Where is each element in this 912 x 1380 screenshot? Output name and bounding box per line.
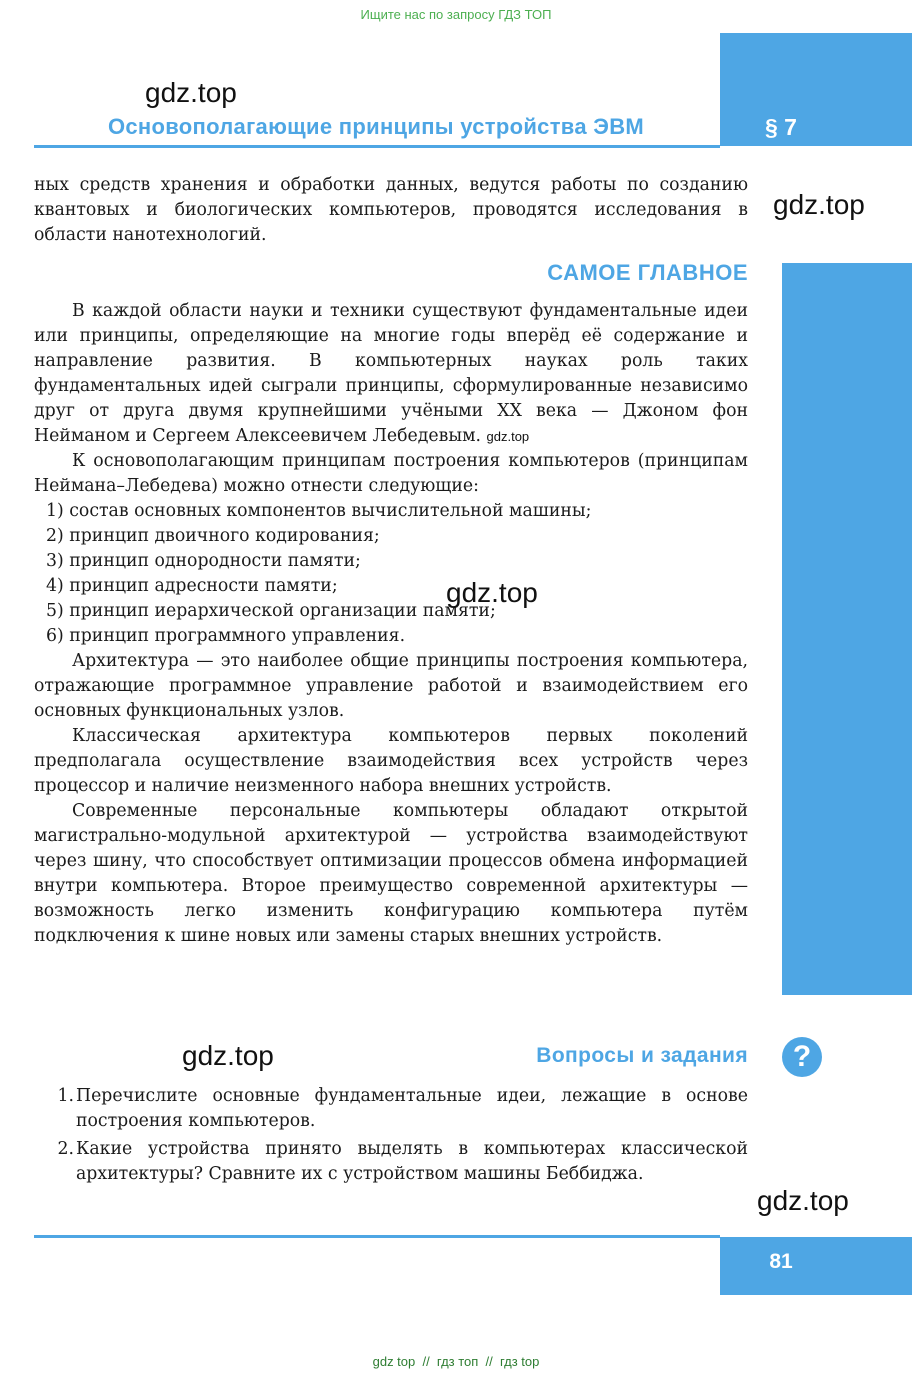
page-number: 81	[769, 1250, 793, 1273]
header-rule	[34, 145, 720, 148]
bottom-search-links[interactable]: gdz top // гдз топ // гдз top	[372, 1354, 540, 1369]
watermark: gdz.top	[145, 77, 237, 108]
top-search-hint[interactable]: Ищите нас по запросу ГДЗ ТОП	[360, 7, 552, 22]
summary-paragraph-3: Архитектура — это наиболее общие принципы построения компьютера, отражающие программное управление работой и взаимодействием его основных функциональных узлов.	[34, 651, 748, 721]
question-item	[34, 1084, 748, 1134]
summary-paragraph-5: Современные персональные компьютеры обладают открытой магистрально-модульной архитектурой — устройства взаимодействуют через шину, что способствует оптимизации процессов обмена информацией внутри компьютера. Второе преимущество современной архитектуры — возможность легко изменить конфигурацию компьютера путём подключения к шине новых или замены старых внешних устройств.	[34, 801, 748, 946]
intro-text: ных средств хранения и обработки данных, ведутся работы по созданию квантовых и биологических компьютеров, проводятся исследования в области нанотехнологий.	[34, 175, 748, 245]
section-number: § 7	[765, 114, 797, 140]
summary-paragraph-2: К основополагающим принципам построения компьютеров (принципам Неймана–Лебедева) можно отнести следующие:	[34, 451, 748, 496]
list-item: 1) состав основных компонентов вычислительной машины;	[46, 501, 592, 521]
questions-heading: Вопросы и задания	[536, 1044, 748, 1067]
intro-paragraph	[34, 173, 748, 248]
questions-list	[34, 1084, 748, 1187]
list-item: 2) принцип двоичного кодирования;	[46, 526, 380, 546]
summary-heading: САМОЕ ГЛАВНОЕ	[547, 260, 748, 285]
summary-paragraph-1: В каждой области науки и техники существуют фундаментальные идеи или принципы, определяющие на многие годы вперёд её содержание и направление развития. В компьютерных науках роль таких фундаментальных идей сыграли принципы, сформулированные независимо друг от друга двумя крупнейшими учёными XX века — Джоном фон Нейманом и Сергеем Алексеевичем Лебедевым.	[34, 301, 748, 446]
list-item: 3) принцип однородности памяти;	[46, 551, 361, 571]
watermark: gdz.top	[753, 1185, 853, 1217]
page-header-title: Основополагающие принципы устройства ЭВМ	[107, 114, 645, 139]
list-item: 6) принцип программного управления.	[46, 626, 406, 646]
watermark: gdz.top	[486, 429, 530, 444]
question-text: Какие устройства принято выделять в компьютерах классической архитектуры? Сравните их с устройством машины Беббиджа.	[76, 1139, 748, 1184]
list-item: 5) принцип иерархической организации памяти;	[46, 601, 496, 621]
list-item: 4) принцип адресности памяти;	[46, 576, 338, 596]
watermark: gdz.top	[773, 189, 865, 220]
question-text: Перечислите основные фундаментальные идеи, лежащие в основе построения компьютеров.	[76, 1086, 748, 1131]
watermark: gdz.top	[182, 1040, 274, 1071]
question-icon: ?	[782, 1037, 822, 1077]
question-number: 1.	[57, 1086, 74, 1106]
summary-paragraph-4: Классическая архитектура компьютеров первых поколений предполагала осуществление взаимодействия всех устройств через процессор и наличие неизменного набора внешних устройств.	[34, 726, 748, 796]
question-number: 2.	[57, 1139, 74, 1159]
side-accent-band	[782, 263, 912, 995]
footer-rule	[34, 1235, 720, 1238]
question-item	[34, 1137, 748, 1187]
watermark: gdz.top	[446, 577, 538, 608]
summary-section	[34, 299, 748, 949]
